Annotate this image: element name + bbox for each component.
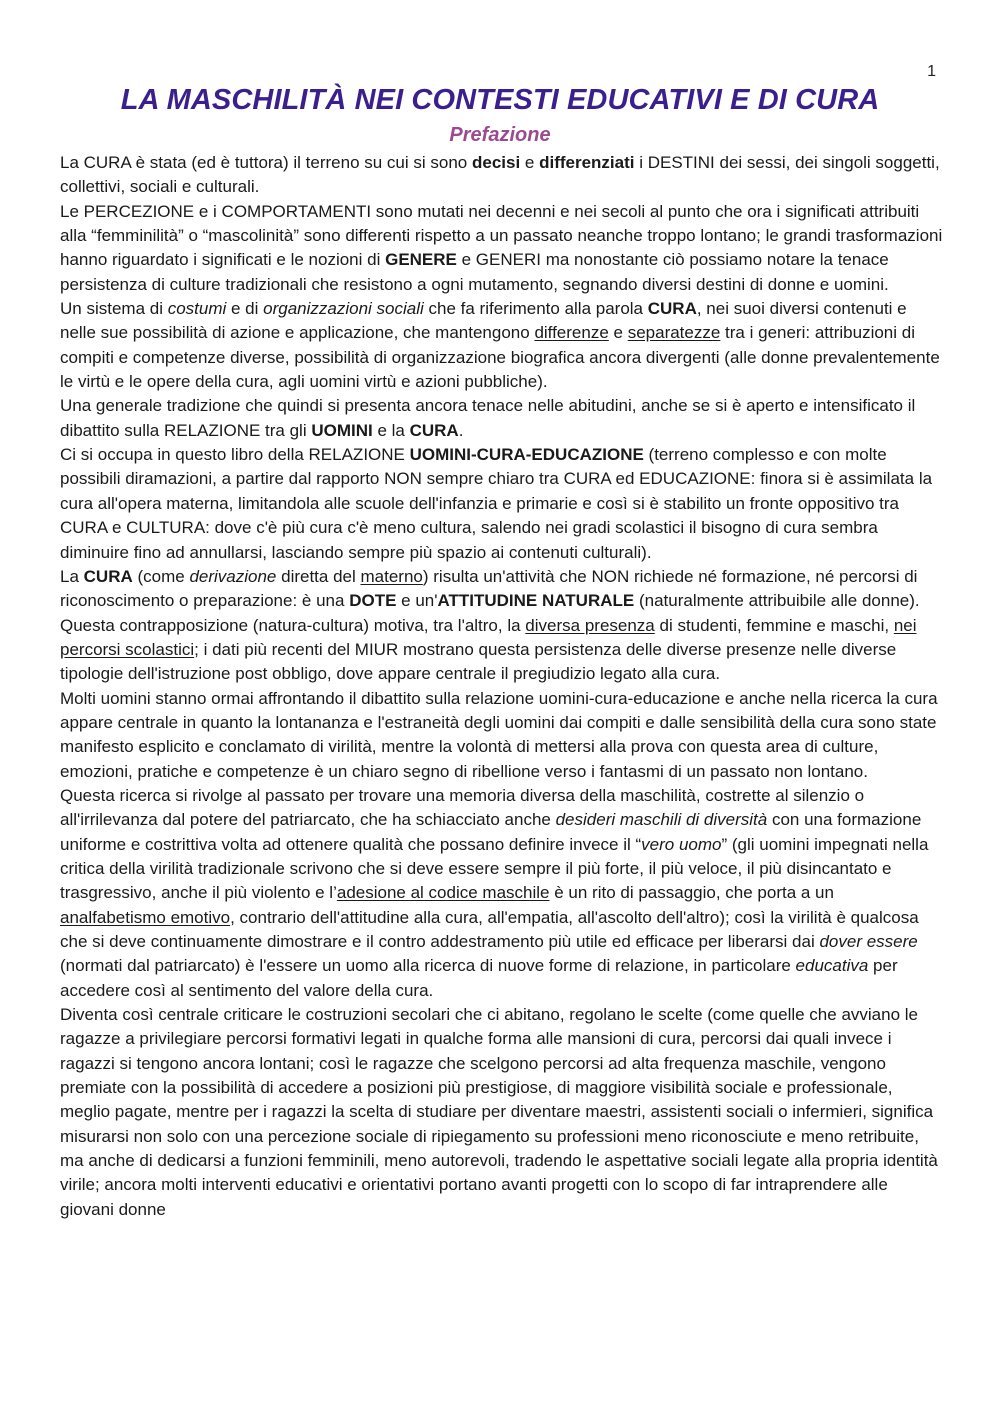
bold-term: UOMINI-CURA-EDUCAZIONE [409,445,644,465]
underlined-term: adesione al codice maschile [336,883,550,903]
italic-term: vero uomo [641,834,722,854]
bold-term: decisi [471,153,521,172]
bold-term: differenziati [539,153,635,172]
paragraph: Un sistema di costumi e di organizzazioni sociali che fa riferimento alla parola CURA, nei suoi diversi contenuti e nelle sue possibilità di azione e applicazione, che mantengono differenze e separatezze tra i generi: attribuzioni di compiti e competenze diverse, possibilità di organizzazione biografica ancora divergenti (alle donne prevalentemente le virtù e le opere della cura, agli uomini virtù e azioni pubbliche). [60,299,940,392]
underlined-term: materno [360,566,423,586]
paragraph: Una generale tradizione che quindi si presenta ancora tenace nelle abitudini, anche se si è aperto e intensificato il dibattito sulla RELAZIONE tra gli UOMINI e la CURA. [60,396,916,440]
bold-term: CURA [647,299,697,319]
bold-term: DOTE [349,591,397,611]
section-heading: Prefazione [449,124,551,146]
bold-term: GENERE [385,250,457,270]
underlined-term: diversa presenza [525,615,655,635]
underlined-term: separatezze [627,323,721,343]
document-title: LA MASCHILITÀ NEI CONTESTI EDUCATIVI E DI CURA [120,84,880,116]
italic-term: derivazione [189,566,277,586]
page-number: 1 [927,63,936,80]
bold-term: UOMINI [311,420,373,440]
paragraph: Le PERCEZIONE e i COMPORTAMENTI sono mutati nei decenni e nei secoli al punto che ora i significati attribuiti alla “femminilità” o “mascolinità” sono differenti rispetto a un passato neanche troppo lontano; le grandi trasformazioni hanno riguardato i significati e le nozioni di GENERE e GENERI ma nonostante ciò possiamo notare la tenace persistenza di culture tradizionali che resistono a ogni mutamento, segnando diversi destini di donne e uomini. [60,201,943,294]
paragraph: Ci si occupa in questo libro della RELAZIONE UOMINI-CURA-EDUCAZIONE (terreno complesso e con molte possibili diramazioni, a partire dal rapporto NON sempre chiaro tra CURA ed EDUCAZIONE: finora si è assimilata la cura all'opera materna, limitandola alle scuole dell'infanzia e primarie e così si è stabilito un fronte oppositivo tra CURA e CULTURA: dove c'è più cura c'è meno cultura, salendo nei gradi scolastici il bisogno di cura sembra diminuire fino ad annullarsi, lasciando sempre più spazio ai contenuti culturali). [60,445,933,562]
bold-term: CURA [409,420,459,440]
paragraph: La CURA è stata (ed è tuttora) il terreno su cui si sono decisi e differenziati i DESTINI dei sessi, dei singoli soggetti, collettivi, sociali e culturali. [60,153,940,197]
paragraph: Questa ricerca si rivolge al passato per trovare una memoria diversa della maschilità, costrette al silenzio o all'irrilevanza dal potere del patriarcato, che ha schiacciato anche desideri maschili di diversità con una formazione uniforme e costrittiva volta ad ottenere qualità che possano definire invece il “vero uomo” (gli uomini impegnati nella critica della virilità tradizionale scrivono che si deve essere sempre il più forte, il più veloce, il più disincantato e trasgressivo, anche il più violento e l’adesione al codice maschile è un rito di passaggio, che porta a un analfabetismo emotivo, contrario dell'attitudine alla cura, all'empatia, all'ascolto dell'altro); così la virilità è qualcosa che si deve continuamente dimostrare e il contro addestramento più utile ed efficace per liberarsi dai dover essere (normati dal patriarcato) è l'essere un uomo alla ricerca di nuove forme di relazione, in particolare educativa per accedere così al sentimento del valore della cura. [60,785,929,1000]
body-text [60,151,944,1222]
paragraph: Questa contrapposizione (natura-cultura) motiva, tra l'altro, la diversa presenza di studenti, femmine e maschi, nei percorsi scolastici; i dati più recenti del MIUR mostrano questa persistenza delle diverse presenze nelle diverse tipologie dell'istruzione post obbligo, dove appare centrale il pregiudizio legato alla cura. [60,615,917,684]
paragraph: Diventa così centrale criticare le costruzioni secolari che ci abitano, regolano le scelte (come quelle che avviano le ragazze a privilegiare percorsi formativi legati in qualche forma alle mansioni di cura, percorsi dai quali invece i ragazzi si tengono ancora lontani; così le ragazze che scelgono percorsi ad alta frequenza maschile, vengono premiate con la possibilità di accedere a posizioni più prestigiose, di maggiore visibilità sociale e professionale, meglio pagate, mentre per i ragazzi la scelta di studiare per diventare maestri, assistenti sociali o infermieri, significa misurarsi non solo con una percezione sociale di ripiegamento su professioni meno riconosciute e meno retribuite, ma anche di dedicarsi a funzioni femminili, meno autorevoli, tradendo le aspettative sociali legate alla propria identità virile; ancora molti interventi educativi e orientativi portano avanti progetti con lo scopo di far intraprendere alle giovani donne [60,1005,938,1219]
paragraph: La CURA (come derivazione diretta del materno) risulta un'attività che NON richiede né formazione, né percorsi di riconoscimento o preparazione: è una DOTE e un'ATTITUDINE NATURALE (naturalmente attribuibile alle donne). [60,566,920,611]
italic-term: organizzazioni sociali [263,299,424,319]
paragraph: Molti uomini stanno ormai affrontando il dibattito sulla relazione uomini-cura-educazione e anche nella ricerca la cura appare centrale in quanto la lontananza e l'estraneità degli uomini dai compiti e dalle sensibilità della cura sono state manifesto esplicito e conclamato di virilità, mentre la volontà di mettersi alla prova con questa area di culture, emozioni, pratiche e competenze è un chiaro segno di ribellione verso i fantasmi di un passato non lontano. [60,688,938,781]
italic-term: educativa [795,956,869,976]
underlined-term: differenze [534,323,609,343]
bold-term: ATTITUDINE NATURALE [437,591,635,611]
italic-term: costumi [167,299,227,319]
italic-term: dover essere [819,932,918,951]
bold-term: CURA [83,566,133,586]
underlined-term: analfabetismo emotivo [60,907,231,927]
underlined-term: nei percorsi scolastici [60,615,917,659]
italic-term: desideri maschili di diversità [555,810,768,830]
